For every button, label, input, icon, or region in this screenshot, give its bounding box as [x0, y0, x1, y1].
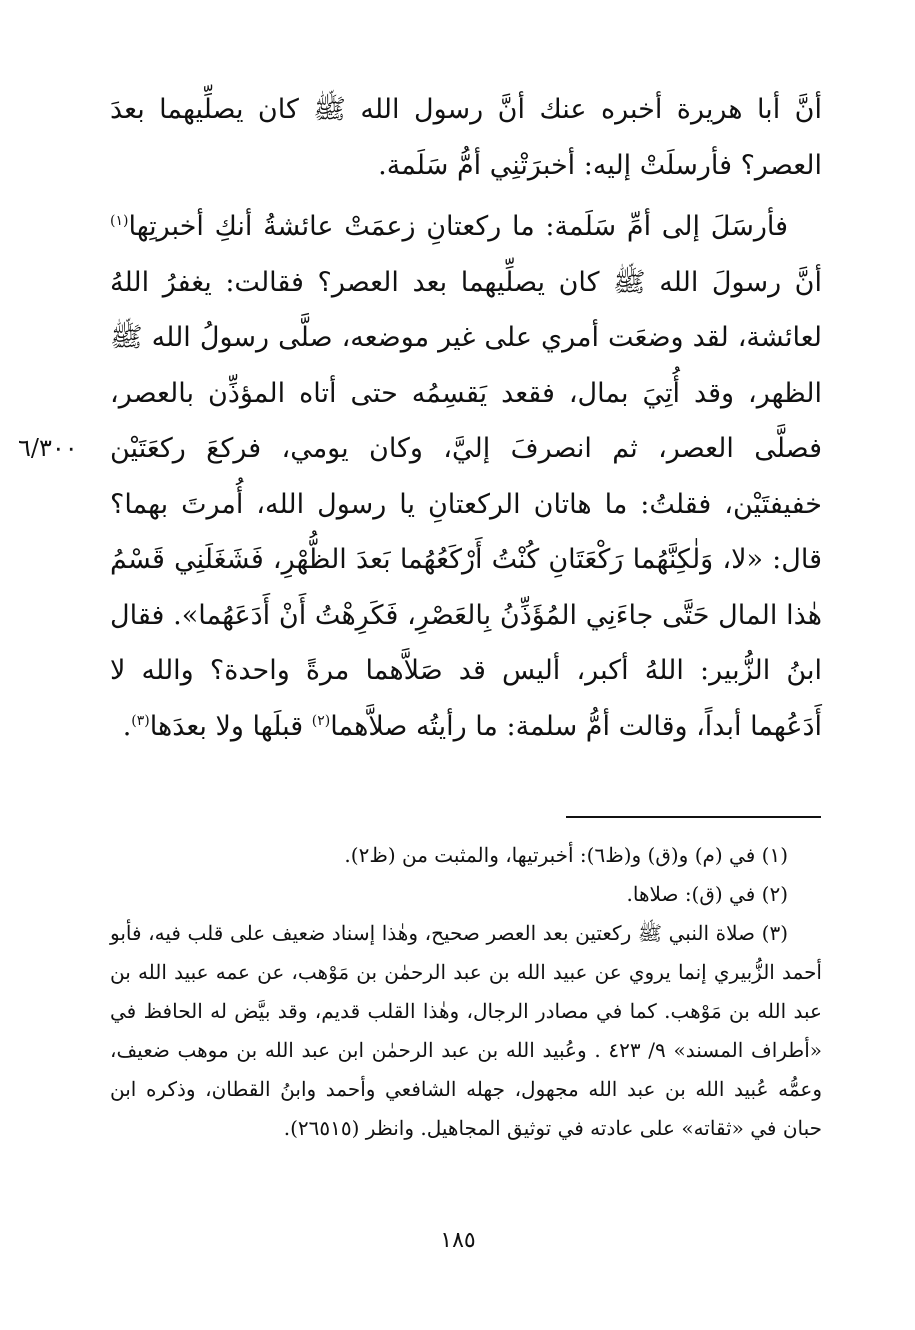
paragraph-2-lead: فأرسَلَ إلى أمِّ سَلَمة: ما ركعتانِ زعمَتْ عائشةُ أنكِ أخبرتِها: [128, 211, 788, 242]
paragraph-2: [110, 199, 822, 754]
main-text-block: [110, 82, 822, 754]
paragraph-1: أنَّ أبا هريرة أخبره عنك أنَّ رسول الله ﷺ كان يصلِّيهما بعدَ العصر؟ فأرسلَتْ إليه: أخبرَتْنِي أمُّ سَلَمة.: [110, 94, 822, 181]
footnote-marker-2[interactable]: (٢): [311, 712, 331, 729]
paragraph-2-body: أنَّ رسولَ الله ﷺ كان يصلِّيهما بعد العصر؟ فقالت: يغفرُ اللهُ لعائشة، لقد وضعَت أمري على غير موضعه، صلَّى رسولُ الله ﷺ الظهر، وقد أُتِيَ بمال، فقعد يَقسِمُه حتى أتاه المؤذِّن بالعصر، فصلَّى العصر، ثم انصرفَ إليَّ، وكان يومي، فركعَ ركعَتَيْن خفيفتَيْن، فقلتُ: ما هاتان الركعتانِ يا رسول الله، أُمرتَ بهما؟ قال: «لا، وَلٰكِنَّهُما رَكْعَتَانِ كُنْتُ أَرْكَعُهُما بَعدَ الظُّهْرِ، فَشَغَلَنِي قَسْمُ هٰذا المال حَتَّى جاءَنِي المُؤَذِّنُ بِالعَصْرِ، فَكَرِهْتُ أَنْ أَدَعَهُما». فقال ابنُ الزُّبير: اللهُ أكبر، أليس قد صَلاَّهما مرةً واحدة؟ والله لا أَدَعُهما أبداً، وقالت أمُّ سلمة: ما رأيتُه صلاَّهما: [110, 266, 822, 742]
footnote-2: (٢) في (ق): صلاها.: [626, 882, 788, 906]
margin-volume-page-reference: ٦/٣٠٠: [18, 434, 78, 462]
paragraph-2-tail: قبلَها ولا بعدَها: [149, 710, 312, 742]
footnote-marker-1[interactable]: (١): [110, 213, 129, 229]
footnote-1: (١) في (م) و(ق) و(ظ٦): أخبرتيها، والمثبت من (ظ٢).: [344, 843, 788, 867]
paragraph-2-end: .: [122, 710, 132, 742]
footnote-marker-3[interactable]: (٣): [131, 712, 150, 729]
footnote-3: (٣) صلاة النبي ﷺ ركعتين بعد العصر صحيح، وهٰذا إسناد ضعيف على قلب فيه، فأبو أحمد الزُّبيري إنما يروي عن عبيد الله بن عبد الرحمٰن بن مَوْهب، عن عمه عبيد الله بن عبد الله بن مَوْهب. كما في مصادر الرجال، وهٰذا القلب قديم، وقد بيَّض له الحافظ في «أطراف المسند» ٩/ ٤٢٣ . وعُبيد الله بن عبد الرحمٰن ابن عبد الله بن موهب ضعيف، وعمُّه عُبيد الله بن عبد الله مجهول، جهله الشافعي وأحمد وابنُ القطان، وذكره ابن حبان في «ثقاته» على عادته في توثيق المجاهيل. وانظر (٢٦٥١٥).: [110, 921, 822, 1140]
footnote-separator-rule: [566, 816, 821, 818]
page-number: ١٨٥: [440, 1228, 476, 1253]
footnotes-block: [110, 836, 822, 1148]
